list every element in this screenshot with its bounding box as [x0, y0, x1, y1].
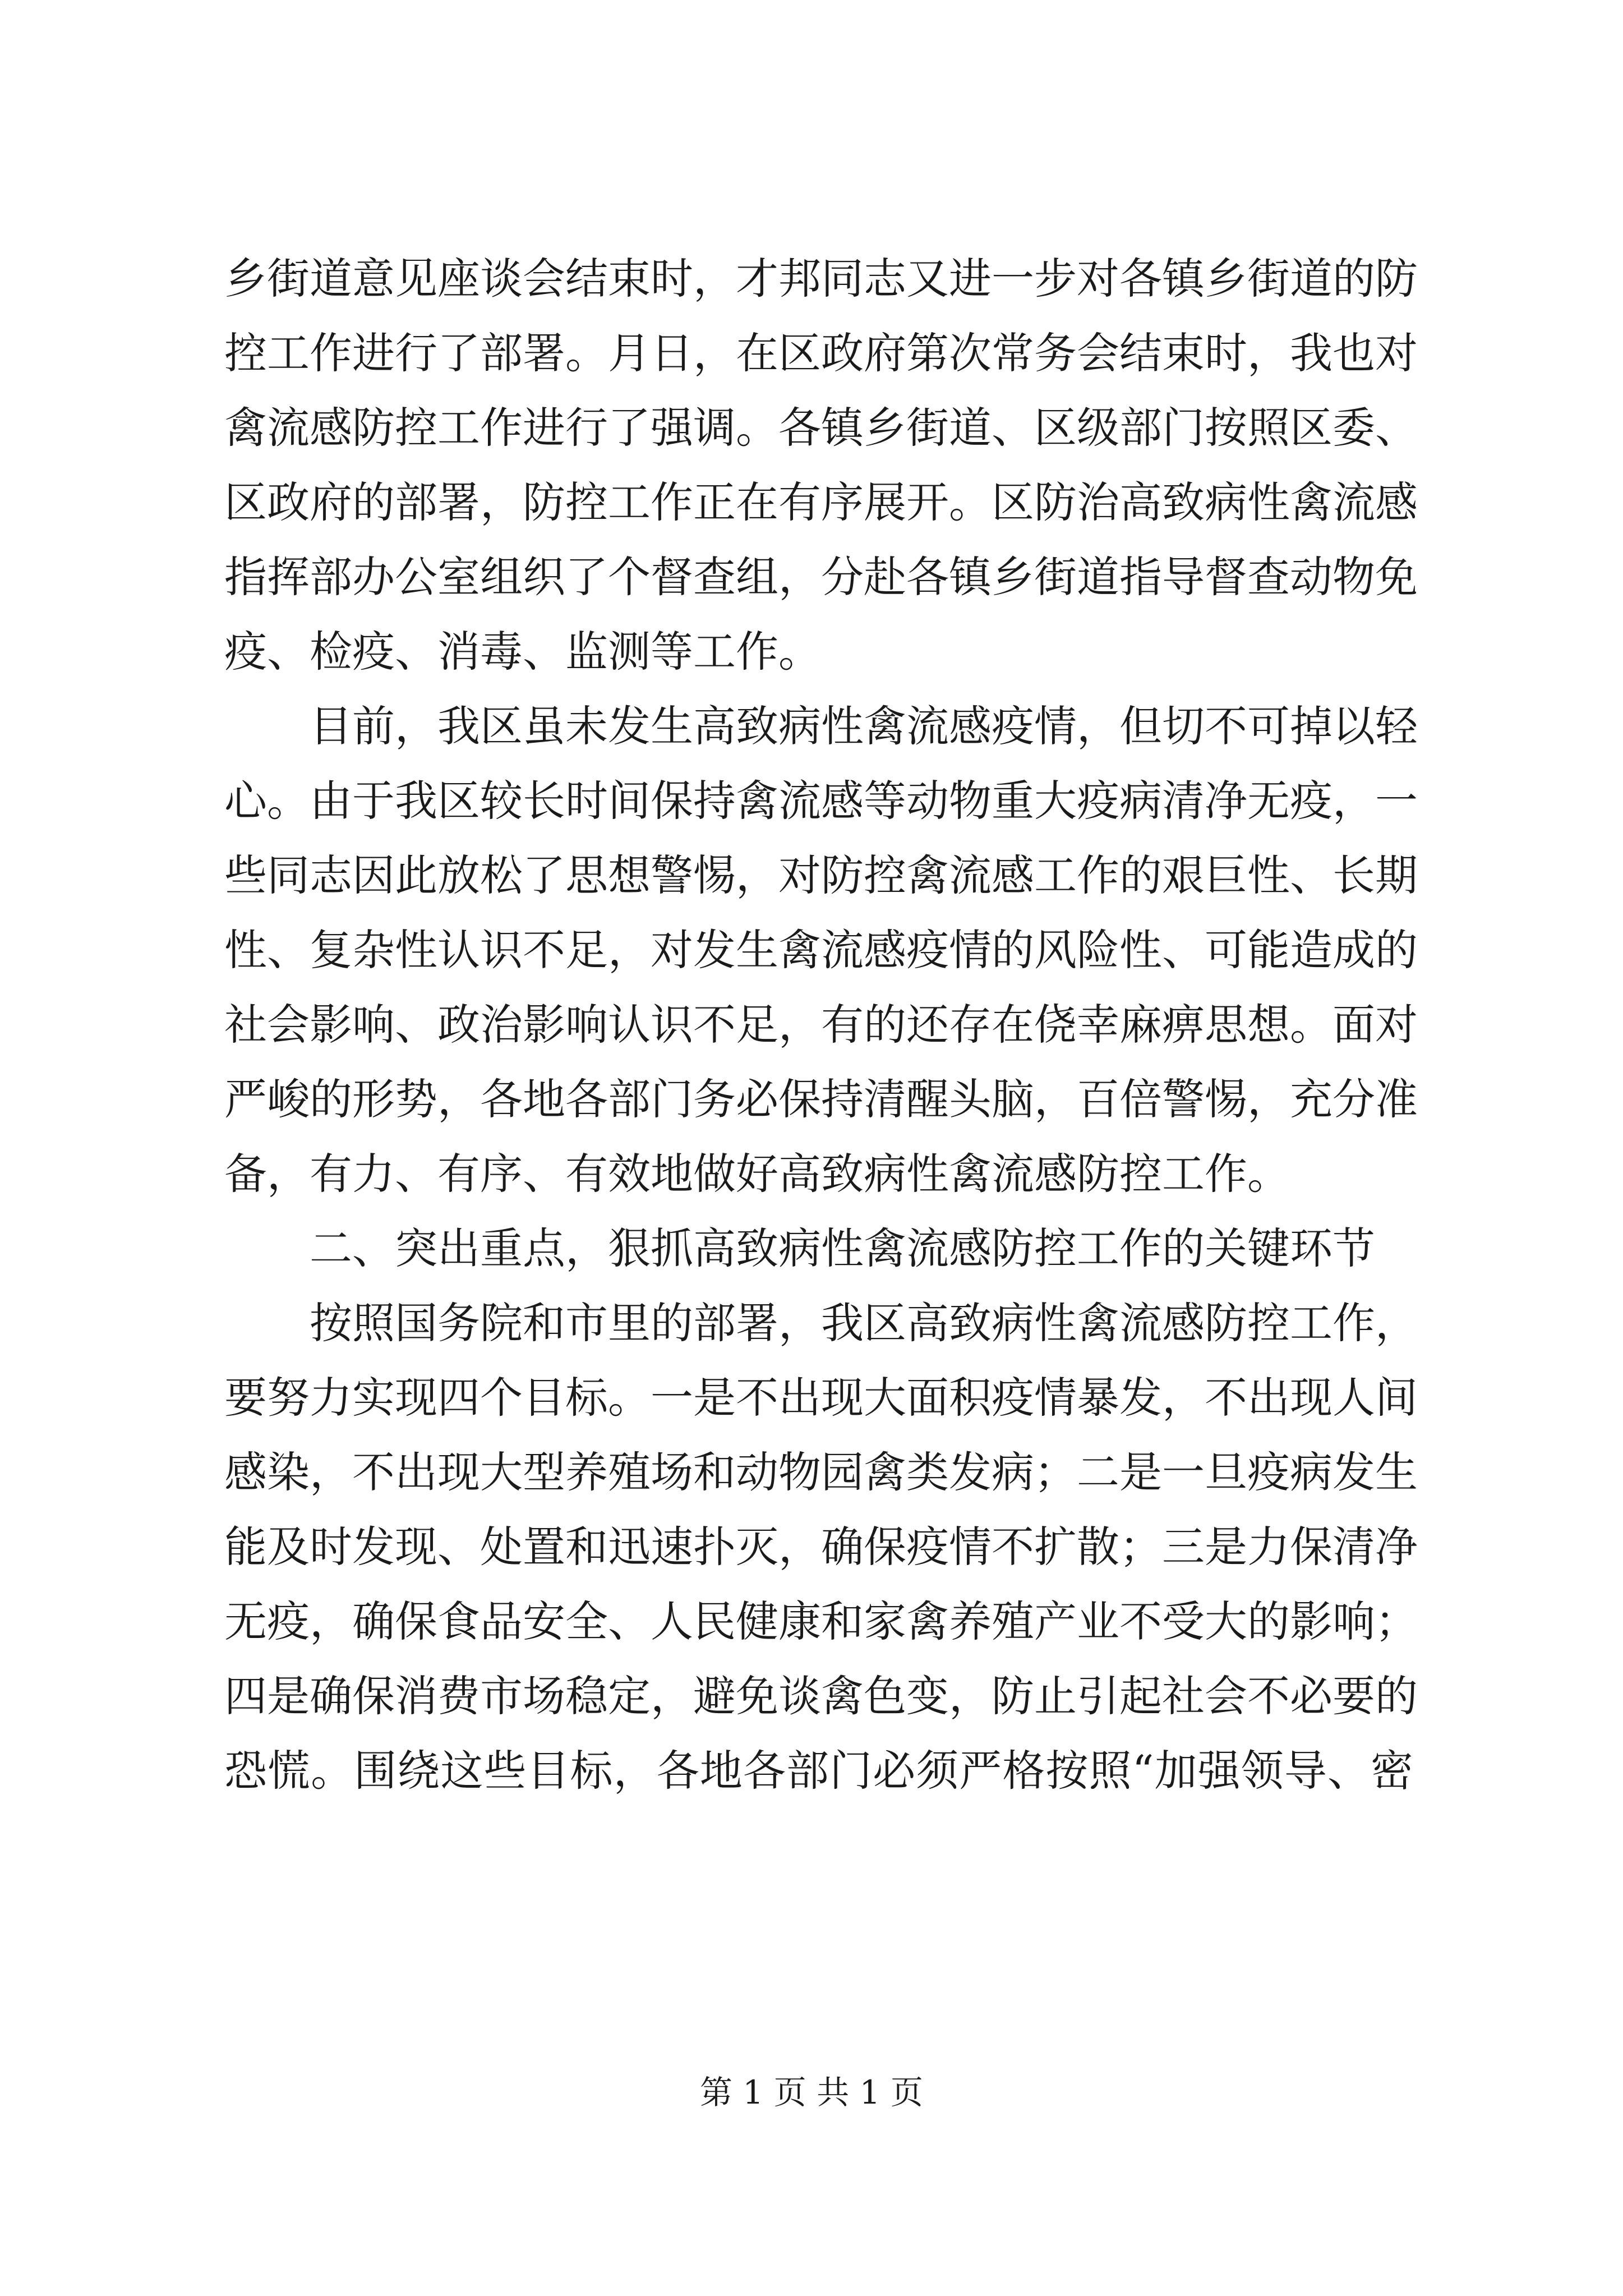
- text-line: 恐慌。围绕这些目标，各地各部门必须严格按照“加强领导、密: [224, 1746, 1413, 1796]
- text-line: 些同志因此放松了思想警惕，对防控禽流感工作的艰巨性、长期: [224, 850, 1418, 900]
- text-line: 目前，我区虽未发生高致病性禽流感疫情，但切不可掉以轻: [310, 701, 1418, 751]
- text-line: 区政府的部署，防控工作正在有序展开。区防治高致病性禽流感: [224, 477, 1418, 527]
- page-footer: 第 1 页 共 1 页: [700, 2073, 923, 2111]
- text-line: 禽流感防控工作进行了强调。各镇乡街道、区级部门按照区委、: [224, 403, 1418, 453]
- text-line: 能及时发现、处置和迅速扑灭，确保疫情不扩散；三是力保清净: [224, 1522, 1418, 1572]
- text-line: 社会影响、政治影响认识不足，有的还存在侥幸麻痹思想。面对: [224, 1000, 1418, 1050]
- text-line: 要努力实现四个目标。一是不出现大面积疫情暴发，不出现人间: [224, 1373, 1418, 1423]
- text-line: 感染，不出现大型养殖场和动物园禽类发病；二是一旦疫病发生: [224, 1447, 1418, 1497]
- text-line: 严峻的形势，各地各部门务必保持清醒头脑，百倍警惕，充分准: [224, 1074, 1418, 1124]
- text-line: 乡街道意见座谈会结束时，才邦同志又进一步对各镇乡街道的防: [224, 254, 1418, 303]
- text-line: 心。由于我区较长时间保持禽流感等动物重大疫病清净无疫，一: [224, 776, 1418, 826]
- text-line: 二、突出重点，狠抓高致病性禽流感防控工作的关键环节: [310, 1223, 1375, 1273]
- text-line: 按照国务院和市里的部署，我区高致病性禽流感防控工作，: [310, 1298, 1418, 1348]
- text-line: 指挥部办公室组织了个督查组，分赴各镇乡街道指导督查动物免: [224, 552, 1418, 602]
- text-line: 疫、检疫、消毒、监测等工作。: [224, 627, 821, 677]
- text-line: 性、复杂性认识不足，对发生禽流感疫情的风险性、可能造成的: [224, 925, 1418, 975]
- text-line: 控工作进行了部署。月日，在区政府第次常务会结束时，我也对: [224, 328, 1418, 378]
- text-line: 四是确保消费市场稳定，避免谈禽色变，防止引起社会不必要的: [224, 1671, 1418, 1721]
- text-line: 备，有力、有序、有效地做好高致病性禽流感防控工作。: [224, 1149, 1290, 1199]
- text-line: 无疫，确保食品安全、人民健康和家禽养殖产业不受大的影响；: [224, 1596, 1418, 1646]
- document-body: [224, 241, 1418, 1808]
